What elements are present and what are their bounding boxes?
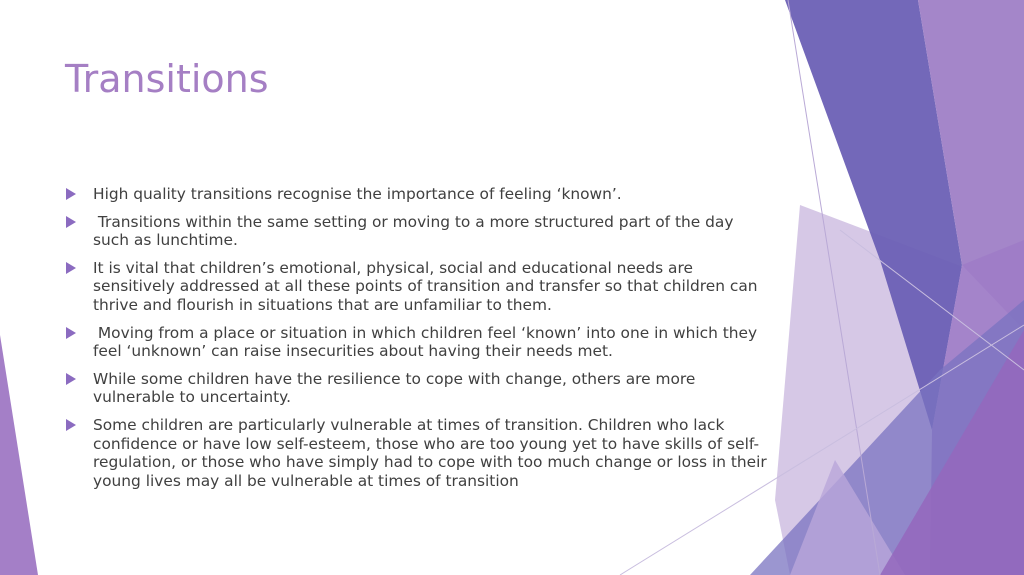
bullet-text: Some children are particularly vulnerable at times of transition. Children who lack confidence or have low self-esteem, those who are too young yet to have skills of self-regulation, or those who have simply had to cope with too much change or loss in their young lives may all be vulnerable at times of transition bbox=[93, 415, 772, 490]
list-item bbox=[66, 416, 772, 490]
triangle-bullet-icon bbox=[66, 188, 76, 200]
list-item bbox=[66, 370, 772, 407]
triangle-bullet-icon bbox=[66, 216, 76, 228]
slide-title: Transitions bbox=[65, 57, 269, 101]
list-item bbox=[66, 213, 772, 250]
bullet-text: Moving from a place or situation in which children feel ‘known’ into one in which they feel ‘unknown’ can raise insecurities about having their needs met. bbox=[93, 323, 763, 361]
list-item bbox=[66, 185, 772, 204]
triangle-bullet-icon bbox=[66, 373, 76, 385]
triangle-bullet-icon bbox=[66, 419, 76, 431]
left-edge-shape bbox=[0, 335, 38, 575]
list-item bbox=[66, 259, 772, 315]
bullet-text: Transitions within the same setting or moving to a more structured part of the day such as lunchtime. bbox=[93, 212, 739, 250]
triangle-bullet-icon bbox=[66, 262, 76, 274]
list-item bbox=[66, 324, 772, 361]
bullet-text: It is vital that children’s emotional, physical, social and educational needs are sensitively addressed at all these points of transition and transfer so that children can thrive and flourish in situations that are unfamiliar to them. bbox=[93, 258, 763, 314]
bullet-text: High quality transitions recognise the importance of feeling ‘known’. bbox=[93, 185, 622, 203]
bullet-text: While some children have the resilience to cope with change, others are more vulnerable to uncertainty. bbox=[93, 369, 701, 407]
triangle-bullet-icon bbox=[66, 327, 76, 339]
bullet-list bbox=[66, 185, 772, 499]
